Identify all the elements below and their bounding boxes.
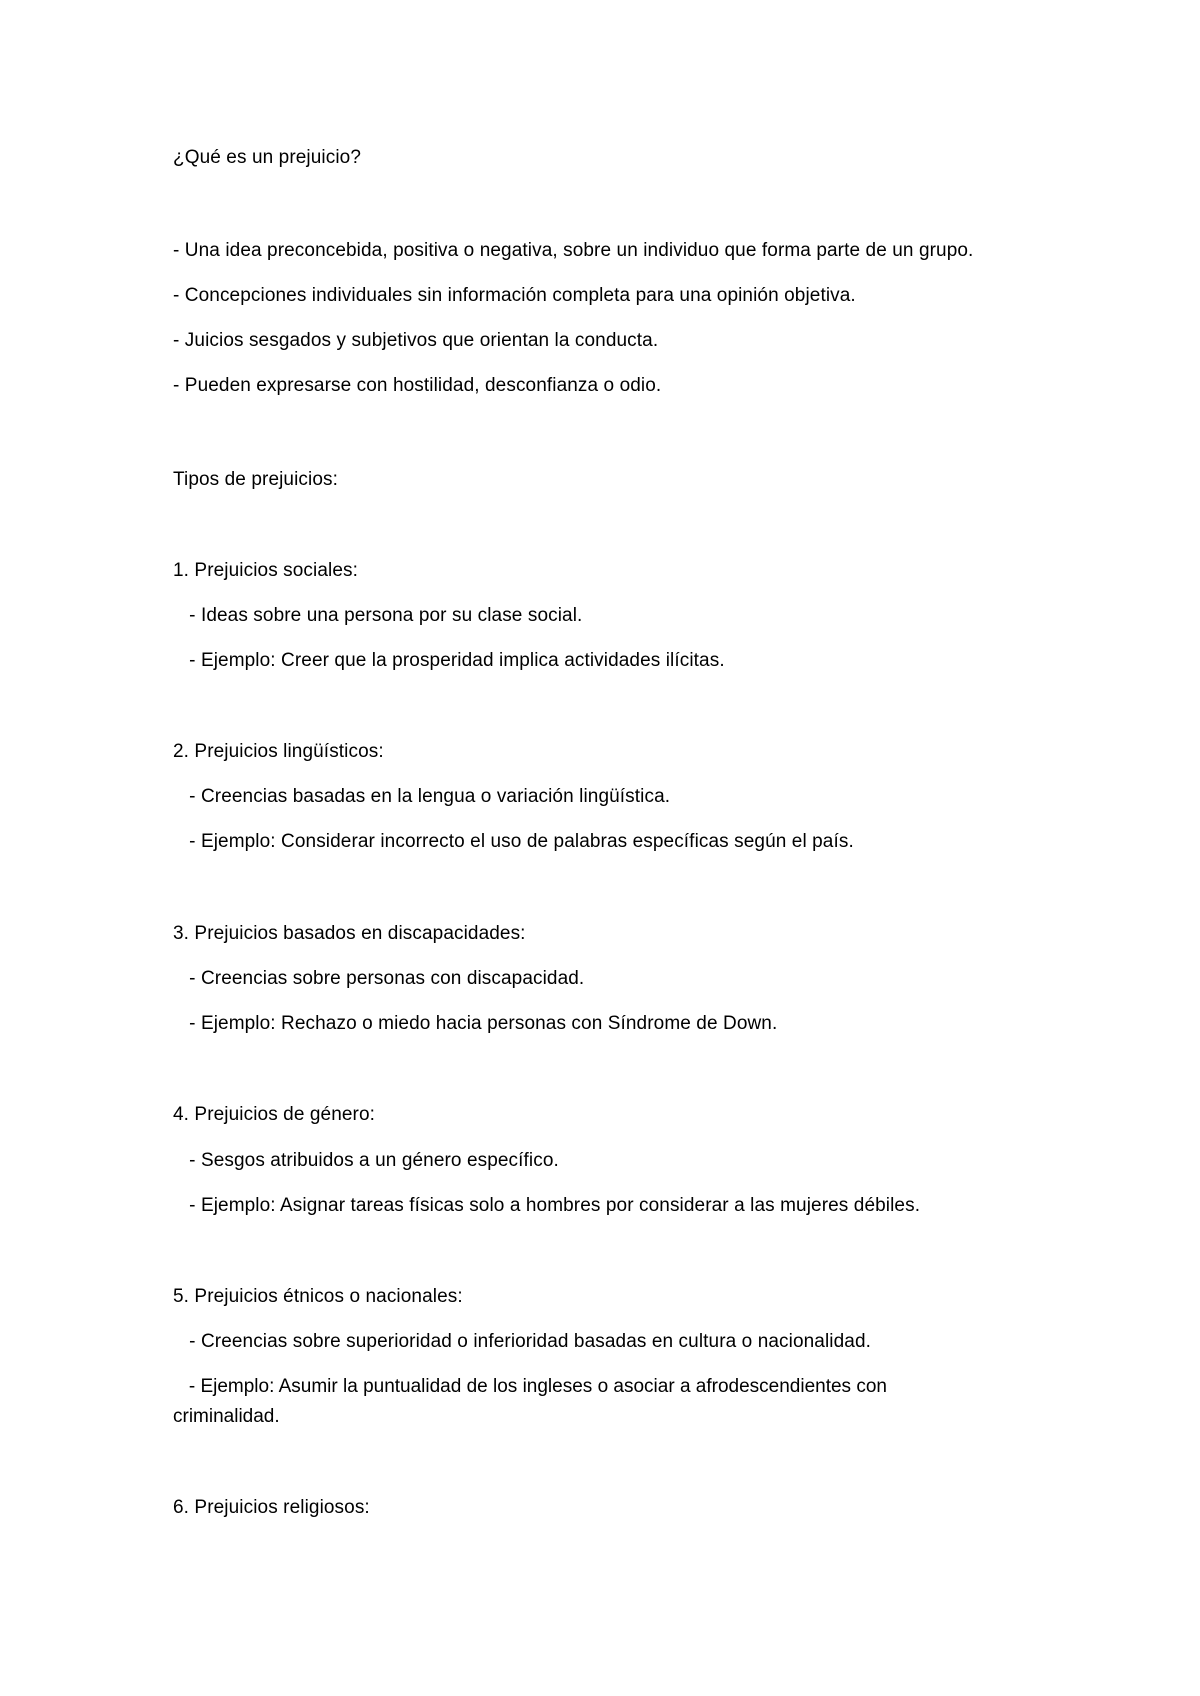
type-description: - Creencias basadas en la lengua o variación lingüística. bbox=[173, 786, 671, 807]
definition-item: - Juicios sesgados y subjetivos que orientan la conducta. bbox=[173, 330, 659, 351]
document-heading: ¿Qué es un prejuicio? bbox=[173, 147, 361, 168]
type-title: 6. Prejuicios religiosos: bbox=[173, 1497, 370, 1518]
types-heading: Tipos de prejuicios: bbox=[173, 469, 338, 490]
type-description: - Sesgos atribuidos a un género específico. bbox=[173, 1150, 559, 1171]
type-example: - Ejemplo: Considerar incorrecto el uso de palabras específicas según el país. bbox=[173, 831, 854, 852]
type-example: - Ejemplo: Asignar tareas físicas solo a hombres por considerar a las mujeres débiles. bbox=[173, 1195, 921, 1216]
type-description: - Creencias sobre personas con discapacidad. bbox=[173, 968, 585, 989]
type-description: - Creencias sobre superioridad o inferioridad basadas en cultura o nacionalidad. bbox=[173, 1331, 871, 1352]
definition-item: - Pueden expresarse con hostilidad, desconfianza o odio. bbox=[173, 375, 662, 396]
type-description: - Ideas sobre una persona por su clase social. bbox=[173, 605, 583, 626]
type-example: - Ejemplo: Creer que la prosperidad implica actividades ilícitas. bbox=[173, 650, 725, 671]
type-title: 2. Prejuicios lingüísticos: bbox=[173, 741, 384, 762]
type-example: - Ejemplo: Rechazo o miedo hacia personas con Síndrome de Down. bbox=[173, 1013, 778, 1034]
type-example: - Ejemplo: Asumir la puntualidad de los ingleses o asociar a afrodescendientes con criminalidad. bbox=[173, 1376, 893, 1427]
type-title: 3. Prejuicios basados en discapacidades: bbox=[173, 923, 526, 944]
type-title: 4. Prejuicios de género: bbox=[173, 1104, 376, 1125]
type-title: 1. Prejuicios sociales: bbox=[173, 560, 358, 581]
type-title: 5. Prejuicios étnicos o nacionales: bbox=[173, 1286, 463, 1307]
definition-item: - Concepciones individuales sin información completa para una opinión objetiva. bbox=[173, 285, 856, 306]
definition-item: - Una idea preconcebida, positiva o negativa, sobre un individuo que forma parte de un grupo. bbox=[173, 240, 974, 261]
